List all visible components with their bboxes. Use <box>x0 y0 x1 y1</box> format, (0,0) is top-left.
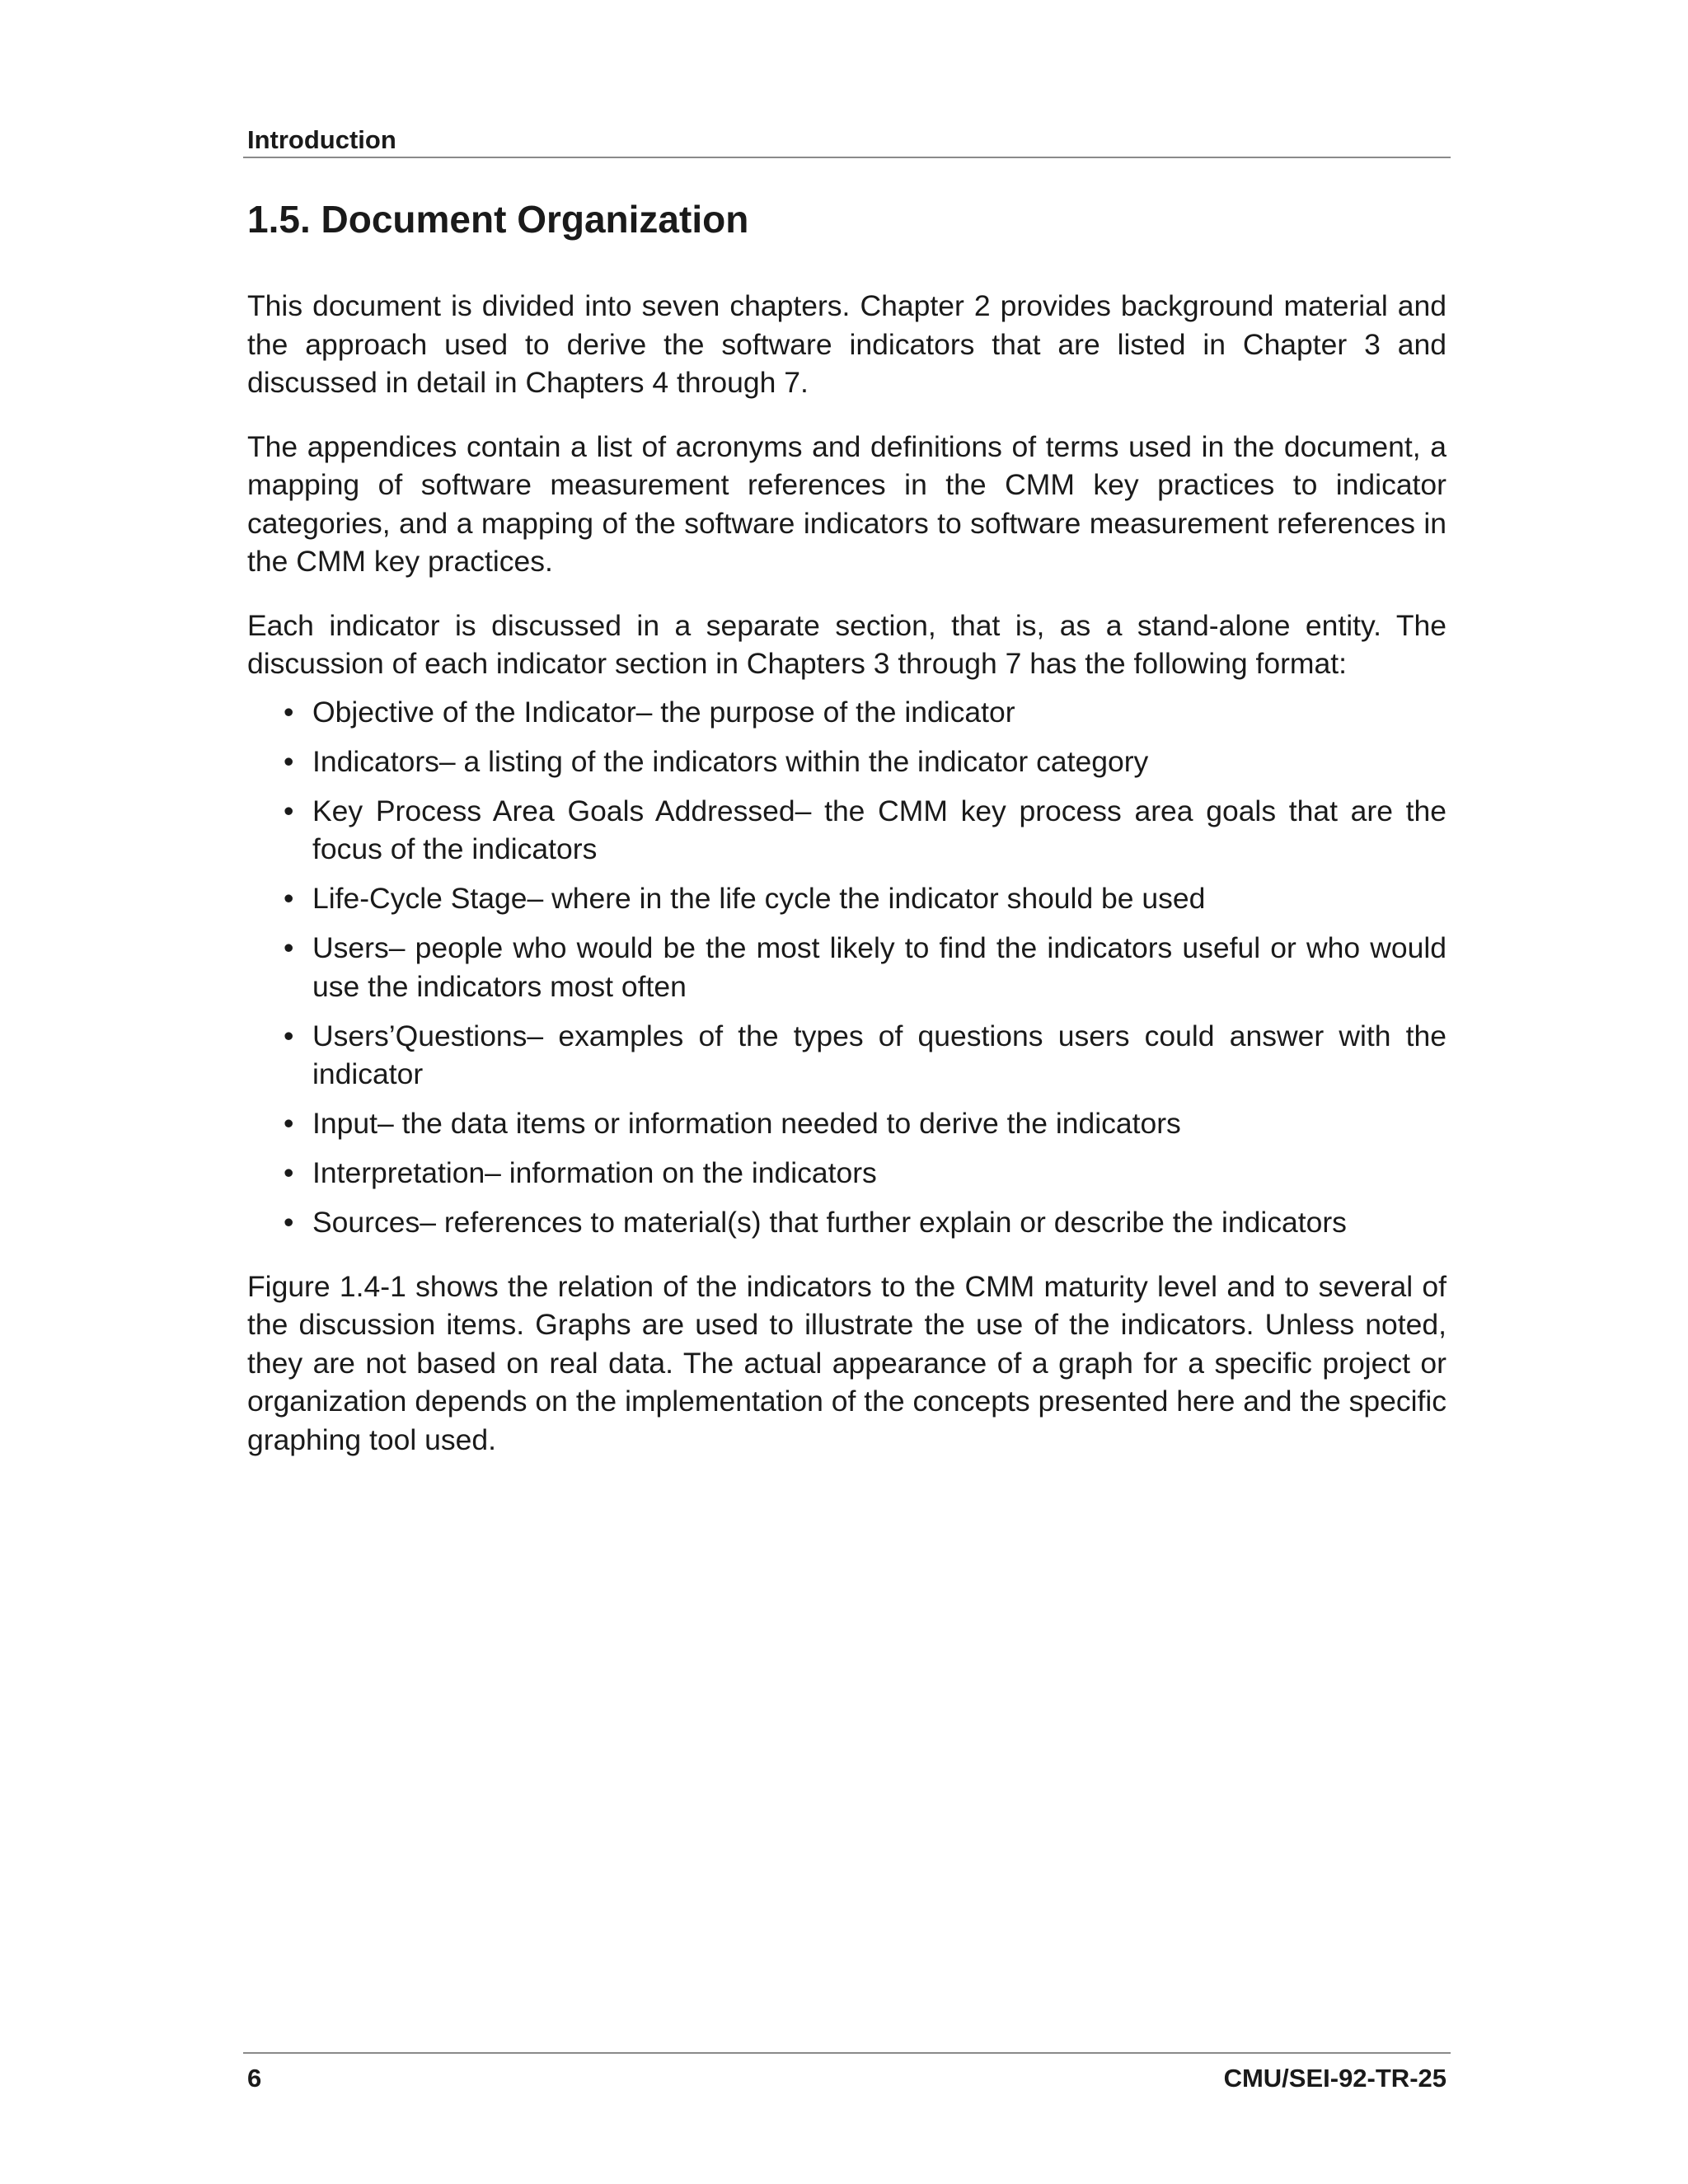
paragraph-chapters: This document is divided into seven chapters. Chapter 2 provides background material and the approach used to derive the software indicators that are listed in Chapter 3 and discussed in detail in Chapters 4 through 7. <box>247 289 1447 399</box>
list-item-text: Interpretation– information on the indicators <box>312 1156 877 1189</box>
list-item-text: Life-Cycle Stage– where in the life cycle the indicator should be used <box>312 882 1206 915</box>
list-item-text: Key Process Area Goals Addressed– the CMM key process area goals that are the focus of the indicators <box>312 794 1447 865</box>
list-item <box>247 792 1447 869</box>
page-number: 6 <box>247 2064 262 2093</box>
format-list <box>247 693 1447 1242</box>
bullet: • <box>284 931 294 964</box>
list-item <box>247 743 1447 781</box>
list-item-text: Sources– references to material(s) that further explain or describe the indicators <box>312 1206 1347 1239</box>
bullet: • <box>284 744 294 778</box>
list-item-text: Objective of the Indicator– the purpose of the indicator <box>312 695 1015 729</box>
list-item <box>247 879 1447 918</box>
bullet: • <box>284 794 294 827</box>
list-item <box>247 1017 1447 1094</box>
list-item <box>247 693 1447 732</box>
running-header: Introduction <box>247 125 396 154</box>
footer-rule <box>243 2052 1451 2054</box>
list-item <box>247 1203 1447 1242</box>
bullet: • <box>284 1156 294 1189</box>
document-page <box>247 0 1447 2184</box>
list-item-text: Users’Questions– examples of the types of questions users could answer with the indicator <box>312 1019 1447 1090</box>
paragraph-figure-reference: Figure 1.4-1 shows the relation of the indicators to the CMM maturity level and to several of the discussion items. Graphs are used to illustrate the use of the indicators. Unless noted, they are not based on real data. The actual appearance of a graph for a specific project or organization depends on the implementation of the concepts presented here and the specific graphing tool used. <box>247 1269 1447 1456</box>
paragraph-indicator-format: Each indicator is discussed in a separate section, that is, as a stand-alone entity. The discussion of each indicator section in Chapters 3 through 7 has the following format: <box>247 608 1447 680</box>
section-title: 1.5. Document Organization <box>247 198 749 241</box>
list-item <box>247 1104 1447 1143</box>
bullet: • <box>284 1019 294 1052</box>
bullet: • <box>284 882 294 915</box>
bullet: • <box>284 1206 294 1239</box>
list-item-text: Input– the data items or information needed to derive the indicators <box>312 1107 1181 1140</box>
list-item <box>247 929 1447 1005</box>
section-body <box>247 287 1447 1484</box>
list-item-text: Users– people who would be the most likely to find the indicators useful or who would use the indicators most often <box>312 931 1447 1003</box>
list-item-text: Indicators– a listing of the indicators within the indicator category <box>312 744 1149 778</box>
report-id: CMU/SEI-92-TR-25 <box>1223 2064 1447 2093</box>
bullet: • <box>284 1107 294 1140</box>
bullet: • <box>284 695 294 729</box>
header-rule <box>243 157 1451 158</box>
list-item <box>247 1154 1447 1193</box>
paragraph-appendices: The appendices contain a list of acronyms and definitions of terms used in the document, a mapping of software measurement references in the CMM key practices to indicator categories, and a mapping of the software indicators to software measurement references in the CMM key practices. <box>247 429 1447 578</box>
